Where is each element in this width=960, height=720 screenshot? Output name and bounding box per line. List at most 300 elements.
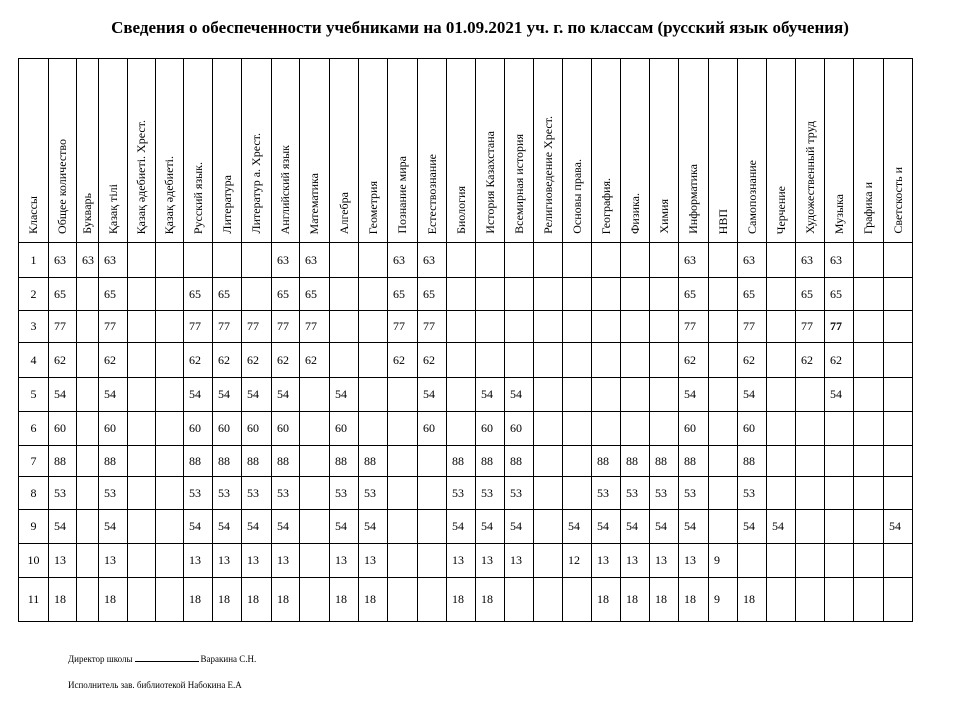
table-cell: 54 xyxy=(330,510,359,544)
table-cell: 88 xyxy=(592,446,621,477)
table-cell: 54 xyxy=(99,510,128,544)
table-cell xyxy=(825,412,854,446)
class-number-cell: 2 xyxy=(19,278,49,311)
table-cell: 65 xyxy=(679,278,709,311)
column-header xyxy=(884,59,913,243)
table-cell xyxy=(796,544,825,578)
column-header-label: Информатика xyxy=(686,164,700,234)
table-cell: 54 xyxy=(330,378,359,412)
table-cell xyxy=(447,311,476,343)
table-cell: 13 xyxy=(679,544,709,578)
table-cell: 77 xyxy=(679,311,709,343)
table-cell: 18 xyxy=(49,578,77,622)
table-cell xyxy=(884,278,913,311)
table-cell xyxy=(77,278,99,311)
table-cell: 62 xyxy=(242,343,272,378)
table-cell xyxy=(534,311,563,343)
table-cell: 54 xyxy=(563,510,592,544)
table-cell: 9 xyxy=(709,578,738,622)
table-cell: 18 xyxy=(359,578,388,622)
table-cell: 88 xyxy=(184,446,213,477)
table-cell xyxy=(709,343,738,378)
table-cell xyxy=(796,412,825,446)
table-cell xyxy=(300,378,330,412)
table-cell xyxy=(767,278,796,311)
table-cell: 54 xyxy=(738,378,767,412)
table-cell xyxy=(709,510,738,544)
table-cell xyxy=(505,311,534,343)
table-cell: 65 xyxy=(738,278,767,311)
table-cell xyxy=(534,510,563,544)
class-number-cell: 11 xyxy=(19,578,49,622)
table-cell: 60 xyxy=(418,412,447,446)
table-cell: 13 xyxy=(621,544,650,578)
director-label: Директор школы xyxy=(68,654,133,664)
table-cell xyxy=(128,578,156,622)
table-cell: 77 xyxy=(49,311,77,343)
table-cell: 65 xyxy=(49,278,77,311)
table-cell xyxy=(359,311,388,343)
table-cell: 77 xyxy=(242,311,272,343)
column-header-label: Литература xyxy=(219,175,234,234)
table-cell xyxy=(854,477,884,510)
textbook-table xyxy=(18,58,913,622)
table-cell: 60 xyxy=(184,412,213,446)
column-header xyxy=(505,59,534,243)
column-header xyxy=(709,59,738,243)
table-cell xyxy=(563,412,592,446)
table-cell: 63 xyxy=(49,243,77,278)
table-cell: 63 xyxy=(738,243,767,278)
table-cell: 13 xyxy=(330,544,359,578)
table-cell: 54 xyxy=(49,510,77,544)
table-cell xyxy=(77,311,99,343)
table-cell xyxy=(128,278,156,311)
table-cell xyxy=(156,477,184,510)
table-cell xyxy=(767,378,796,412)
table-cell: 54 xyxy=(242,378,272,412)
table-cell: 53 xyxy=(359,477,388,510)
table-cell: 53 xyxy=(650,477,679,510)
table-cell xyxy=(388,510,418,544)
table-cell xyxy=(505,243,534,278)
table-cell xyxy=(563,578,592,622)
table-cell xyxy=(825,578,854,622)
table-cell: 18 xyxy=(242,578,272,622)
table-cell: 77 xyxy=(796,311,825,343)
column-header-label: Художественный труд xyxy=(802,121,817,234)
table-cell xyxy=(388,477,418,510)
table-cell: 88 xyxy=(738,446,767,477)
column-header xyxy=(447,59,476,243)
table-cell: 53 xyxy=(213,477,242,510)
column-header-label: Религиоведение Хрест. xyxy=(540,116,555,234)
column-header xyxy=(272,59,300,243)
table-cell: 53 xyxy=(99,477,128,510)
table-cell: 88 xyxy=(621,446,650,477)
table-cell: 54 xyxy=(242,510,272,544)
table-cell xyxy=(330,278,359,311)
column-header-label: История Казахстана xyxy=(482,131,497,234)
table-cell xyxy=(709,477,738,510)
table-cell xyxy=(825,544,854,578)
table-cell xyxy=(650,343,679,378)
table-cell xyxy=(592,278,621,311)
class-number-cell: 8 xyxy=(19,477,49,510)
table-cell xyxy=(796,510,825,544)
table-cell xyxy=(767,311,796,343)
table-cell: 60 xyxy=(272,412,300,446)
column-header-label: Қазақ әдебиеті. xyxy=(162,155,176,234)
table-cell xyxy=(388,378,418,412)
table-row xyxy=(19,578,913,622)
table-cell: 53 xyxy=(184,477,213,510)
header-row xyxy=(19,59,913,243)
table-cell: 63 xyxy=(418,243,447,278)
table-cell xyxy=(128,378,156,412)
table-cell xyxy=(563,311,592,343)
table-cell: 60 xyxy=(505,412,534,446)
table-cell: 18 xyxy=(679,578,709,622)
table-cell: 13 xyxy=(359,544,388,578)
table-cell xyxy=(476,243,505,278)
table-cell xyxy=(242,243,272,278)
table-cell: 54 xyxy=(213,378,242,412)
table-cell: 60 xyxy=(49,412,77,446)
table-cell: 62 xyxy=(679,343,709,378)
table-cell: 13 xyxy=(49,544,77,578)
table-cell: 62 xyxy=(300,343,330,378)
table-cell xyxy=(242,278,272,311)
column-header-label: География. xyxy=(598,177,613,234)
table-cell: 54 xyxy=(592,510,621,544)
table-cell: 54 xyxy=(447,510,476,544)
column-header-label: Черчение xyxy=(773,185,788,234)
table-cell: 54 xyxy=(884,510,913,544)
table-cell: 88 xyxy=(679,446,709,477)
class-number-cell: 3 xyxy=(19,311,49,343)
column-header xyxy=(300,59,330,243)
table-row xyxy=(19,477,913,510)
table-cell: 65 xyxy=(388,278,418,311)
table-cell xyxy=(447,278,476,311)
table-cell: 65 xyxy=(300,278,330,311)
table-cell: 13 xyxy=(447,544,476,578)
table-cell xyxy=(505,278,534,311)
table-cell: 88 xyxy=(272,446,300,477)
table-cell xyxy=(767,243,796,278)
table-cell xyxy=(884,544,913,578)
table-cell xyxy=(418,578,447,622)
table-cell xyxy=(418,477,447,510)
table-cell xyxy=(330,243,359,278)
column-header xyxy=(825,59,854,243)
table-cell xyxy=(156,311,184,343)
table-cell xyxy=(796,578,825,622)
table-cell xyxy=(128,412,156,446)
table-cell: 53 xyxy=(679,477,709,510)
table-cell xyxy=(854,544,884,578)
table-cell xyxy=(621,243,650,278)
column-header-label: Қазақ әдебиеті. Хрест. xyxy=(134,119,148,234)
table-cell xyxy=(156,278,184,311)
table-cell xyxy=(534,343,563,378)
table-cell: 54 xyxy=(679,378,709,412)
class-number-cell: 5 xyxy=(19,378,49,412)
table-cell: 88 xyxy=(650,446,679,477)
table-cell xyxy=(767,477,796,510)
table-cell xyxy=(709,446,738,477)
table-cell xyxy=(796,378,825,412)
table-cell xyxy=(709,243,738,278)
table-cell xyxy=(767,446,796,477)
table-cell: 53 xyxy=(476,477,505,510)
column-header-label: Графика и xyxy=(861,181,875,234)
table-row xyxy=(19,446,913,477)
table-cell xyxy=(534,477,563,510)
table-cell: 53 xyxy=(49,477,77,510)
class-number-cell: 1 xyxy=(19,243,49,278)
table-cell xyxy=(156,378,184,412)
table-cell: 54 xyxy=(738,510,767,544)
table-cell: 60 xyxy=(99,412,128,446)
column-header xyxy=(534,59,563,243)
table-cell: 54 xyxy=(679,510,709,544)
table-cell xyxy=(650,412,679,446)
table-cell: 13 xyxy=(213,544,242,578)
class-number-cell: 6 xyxy=(19,412,49,446)
column-header xyxy=(476,59,505,243)
column-header xyxy=(128,59,156,243)
table-cell xyxy=(128,544,156,578)
table-cell: 54 xyxy=(767,510,796,544)
table-cell: 54 xyxy=(49,378,77,412)
column-header-label: Алгебра xyxy=(336,191,351,234)
table-cell xyxy=(156,578,184,622)
table-cell xyxy=(418,510,447,544)
table-cell: 54 xyxy=(418,378,447,412)
column-header-label: Физика. xyxy=(627,192,642,234)
table-cell xyxy=(213,243,242,278)
table-cell xyxy=(884,578,913,622)
table-cell xyxy=(300,446,330,477)
table-cell xyxy=(621,278,650,311)
table-cell: 13 xyxy=(272,544,300,578)
column-header xyxy=(184,59,213,243)
table-cell xyxy=(534,378,563,412)
column-header-label: Светскость и xyxy=(890,167,905,234)
table-cell xyxy=(767,578,796,622)
table-cell: 63 xyxy=(796,243,825,278)
column-header-label: Основы права. xyxy=(569,159,584,234)
table-cell: 54 xyxy=(476,378,505,412)
column-header-label: Общее количество xyxy=(55,139,69,234)
table-cell: 88 xyxy=(447,446,476,477)
table-cell: 54 xyxy=(272,378,300,412)
column-header xyxy=(592,59,621,243)
column-header-label: Геометрия xyxy=(365,180,380,234)
table-cell xyxy=(767,343,796,378)
table-cell xyxy=(184,243,213,278)
table-cell: 18 xyxy=(184,578,213,622)
table-cell: 65 xyxy=(418,278,447,311)
table-cell xyxy=(825,477,854,510)
column-header xyxy=(330,59,359,243)
table-row xyxy=(19,311,913,343)
table-cell: 13 xyxy=(592,544,621,578)
table-cell xyxy=(388,544,418,578)
table-cell xyxy=(534,578,563,622)
table-cell xyxy=(447,378,476,412)
column-header-label: Всемирная история xyxy=(511,134,526,234)
table-cell: 62 xyxy=(49,343,77,378)
column-header xyxy=(388,59,418,243)
table-cell: 9 xyxy=(709,544,738,578)
table-cell xyxy=(77,578,99,622)
table-cell xyxy=(330,343,359,378)
table-cell: 88 xyxy=(242,446,272,477)
column-header xyxy=(796,59,825,243)
table-cell: 54 xyxy=(505,378,534,412)
column-header-label: Химия xyxy=(656,199,671,234)
table-cell xyxy=(884,311,913,343)
column-header-label: Русский язык. xyxy=(190,161,205,234)
table-cell xyxy=(300,510,330,544)
table-row xyxy=(19,510,913,544)
table-cell: 62 xyxy=(825,343,854,378)
table-cell: 60 xyxy=(679,412,709,446)
table-cell: 13 xyxy=(99,544,128,578)
table-cell: 60 xyxy=(242,412,272,446)
table-cell xyxy=(418,446,447,477)
table-cell: 88 xyxy=(213,446,242,477)
table-cell xyxy=(854,311,884,343)
table-cell: 65 xyxy=(184,278,213,311)
table-cell xyxy=(884,477,913,510)
table-cell: 77 xyxy=(418,311,447,343)
table-cell xyxy=(854,578,884,622)
table-cell: 88 xyxy=(476,446,505,477)
table-cell xyxy=(156,243,184,278)
table-cell xyxy=(77,477,99,510)
table-cell: 63 xyxy=(679,243,709,278)
column-header-label: НВП xyxy=(715,208,730,234)
column-header xyxy=(19,59,49,243)
column-header-label: Классы xyxy=(26,195,40,234)
table-cell xyxy=(330,311,359,343)
column-header xyxy=(621,59,650,243)
table-cell xyxy=(77,343,99,378)
column-header xyxy=(359,59,388,243)
table-cell xyxy=(592,243,621,278)
table-cell xyxy=(650,378,679,412)
table-cell: 53 xyxy=(447,477,476,510)
table-cell: 13 xyxy=(476,544,505,578)
table-cell xyxy=(77,446,99,477)
table-cell: 77 xyxy=(300,311,330,343)
table-cell: 18 xyxy=(650,578,679,622)
column-header-label: Естествознание xyxy=(424,153,439,234)
table-cell xyxy=(884,343,913,378)
table-cell xyxy=(621,343,650,378)
table-cell xyxy=(854,446,884,477)
table-cell: 18 xyxy=(99,578,128,622)
column-header xyxy=(767,59,796,243)
table-cell: 77 xyxy=(825,311,854,343)
table-cell xyxy=(418,544,447,578)
table-cell: 77 xyxy=(99,311,128,343)
column-header-label: Буквaрь xyxy=(80,193,94,234)
table-cell xyxy=(621,378,650,412)
table-cell: 54 xyxy=(505,510,534,544)
table-cell xyxy=(359,343,388,378)
table-cell: 18 xyxy=(738,578,767,622)
table-cell: 77 xyxy=(184,311,213,343)
column-header xyxy=(854,59,884,243)
class-number-cell: 9 xyxy=(19,510,49,544)
director-signature xyxy=(68,654,256,664)
column-header xyxy=(99,59,128,243)
table-cell: 60 xyxy=(330,412,359,446)
executor-signature xyxy=(68,680,242,690)
table-row xyxy=(19,343,913,378)
column-header xyxy=(563,59,592,243)
table-cell xyxy=(77,544,99,578)
table-cell: 53 xyxy=(592,477,621,510)
table-cell xyxy=(447,243,476,278)
class-number-cell: 4 xyxy=(19,343,49,378)
table-cell: 54 xyxy=(99,378,128,412)
table-cell xyxy=(709,378,738,412)
table-cell: 77 xyxy=(213,311,242,343)
table-cell: 63 xyxy=(825,243,854,278)
table-cell: 18 xyxy=(330,578,359,622)
table-cell xyxy=(854,412,884,446)
table-cell xyxy=(709,412,738,446)
column-header xyxy=(738,59,767,243)
table-cell: 88 xyxy=(359,446,388,477)
table-row xyxy=(19,544,913,578)
table-cell xyxy=(854,343,884,378)
table-cell: 54 xyxy=(184,378,213,412)
table-cell: 63 xyxy=(77,243,99,278)
table-cell xyxy=(128,311,156,343)
table-cell xyxy=(825,510,854,544)
table-cell: 65 xyxy=(99,278,128,311)
table-cell: 60 xyxy=(213,412,242,446)
table-cell: 62 xyxy=(184,343,213,378)
table-cell: 53 xyxy=(505,477,534,510)
table-cell: 88 xyxy=(49,446,77,477)
table-cell: 65 xyxy=(796,278,825,311)
table-cell xyxy=(796,477,825,510)
table-cell: 62 xyxy=(738,343,767,378)
table-cell: 54 xyxy=(184,510,213,544)
table-cell: 60 xyxy=(738,412,767,446)
table-cell xyxy=(650,311,679,343)
class-number-cell: 7 xyxy=(19,446,49,477)
table-cell xyxy=(300,412,330,446)
column-header xyxy=(679,59,709,243)
table-cell xyxy=(884,446,913,477)
table-cell: 54 xyxy=(272,510,300,544)
column-header xyxy=(242,59,272,243)
table-cell xyxy=(476,343,505,378)
table-cell xyxy=(854,243,884,278)
table-cell: 63 xyxy=(99,243,128,278)
table-cell xyxy=(359,412,388,446)
table-cell xyxy=(650,243,679,278)
